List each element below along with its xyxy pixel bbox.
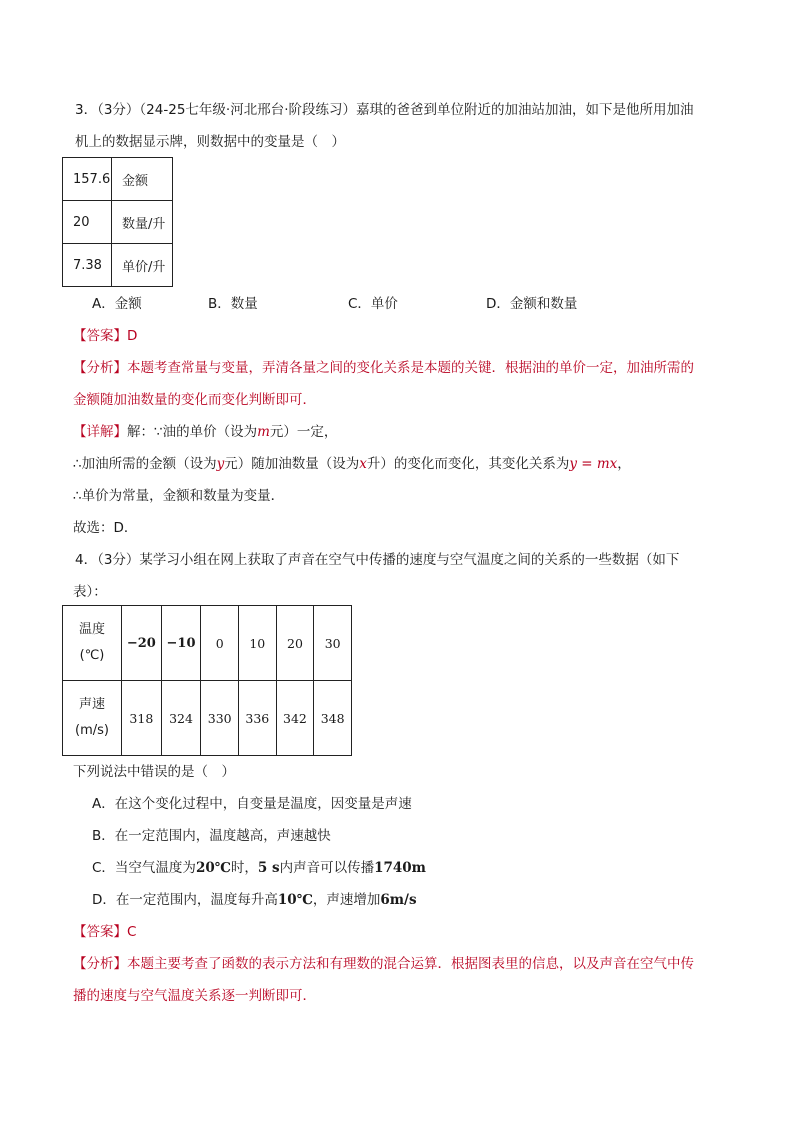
q4-option-c-temp: 20℃ — [195, 860, 231, 876]
q4-analysis-text1: 本题主要考查了函数的表示方法和有理数的混合运算．根据图表里的信息，以及声音在空气中传 — [127, 956, 694, 972]
q3-option-b: B．数量 — [208, 296, 258, 312]
q3-detail-text1b: 元）一定， — [269, 424, 338, 440]
answer-tag: 【答案】 — [73, 924, 127, 940]
q4-temp-cell: 30 — [314, 606, 352, 681]
q3-detail-var-m: m — [257, 424, 270, 440]
q4-option-c-distance: 1740m — [374, 860, 426, 876]
q3-price-value: 7.38 — [63, 244, 112, 287]
q4-speed-cell: 330 — [201, 681, 239, 756]
q3-quantity-value: 20 — [63, 201, 112, 244]
q3-detail-line1 — [73, 422, 337, 442]
q3-price-label: 单价/升 — [112, 244, 173, 287]
q4-speed-label: 声速 — [79, 697, 106, 712]
q4-answer — [73, 922, 136, 942]
q3-option-d: D．金额和数量 — [486, 296, 578, 312]
q4-analysis-line1 — [73, 954, 694, 974]
q4-stem-line1: 4．（3分）某学习小组在网上获取了声音在空气中传播的速度与空气温度之间的关系的一些数据（如下 — [75, 552, 680, 568]
q4-option-b: B．在一定范围内，温度越高，声速越快 — [92, 828, 331, 844]
q3-analysis-line2: 金额随加油数量的变化而变化判断即可． — [73, 392, 316, 408]
q4-option-c-time: 5 s — [257, 860, 280, 876]
q4-answer-value: C — [127, 924, 137, 940]
q4-speed-header — [63, 681, 122, 756]
q3-choose: 故选：D． — [73, 520, 138, 536]
q4-option-d-speed: 6m/s — [380, 892, 417, 908]
q4-temperature-label: 温度 — [79, 622, 106, 637]
q4-speed-row — [63, 681, 352, 756]
q4-question: 下列说法中错误的是（ ） — [73, 764, 235, 780]
q4-temperature-header — [63, 606, 122, 681]
q4-speed-unit: (m/s) — [75, 723, 109, 738]
q3-detail-var-x: x — [359, 456, 367, 472]
analysis-tag: 【分析】 — [73, 956, 127, 972]
q4-speed-cell: 342 — [276, 681, 314, 756]
detail-tag: 【详解】 — [73, 424, 127, 440]
q4-option-c-text2: 时， — [230, 860, 258, 876]
q3-amount-label: 金额 — [112, 158, 173, 201]
q3-detail-text2d: ， — [617, 456, 631, 472]
q4-temp-cell: 10 — [239, 606, 277, 681]
q4-speed-cell: 324 — [161, 681, 201, 756]
q3-amount-value: 157.6 — [63, 158, 112, 201]
q3-table-row-quantity — [63, 201, 173, 244]
q3-quantity-label: 数量/升 — [112, 201, 173, 244]
q3-stem-line1: 3．（3分）（24-25七年级·河北邢台·阶段练习）嘉琪的爸爸到单位附近的加油站加油，如下是他所用加油 — [75, 102, 694, 118]
q3-detail-line2 — [73, 454, 631, 474]
q3-detail-text2c: 升）的变化而变化，其变化关系为 — [366, 456, 570, 472]
q3-detail-equation: y = mx — [569, 456, 618, 472]
q3-detail-text1a: 解：∵油的单价（设为 — [127, 424, 258, 440]
q4-temp-cell: −20 — [122, 606, 162, 681]
q3-table-row-amount — [63, 158, 173, 201]
q4-temperature-row — [63, 606, 352, 681]
q3-option-a: A．金额 — [92, 296, 142, 312]
q4-option-d-temp: 10℃ — [277, 892, 313, 908]
q3-data-table — [62, 157, 173, 287]
q4-temp-cell: 0 — [201, 606, 239, 681]
q3-answer-value: D — [127, 328, 138, 344]
q4-option-c-text3: 内声音可以传播 — [279, 860, 375, 876]
q4-temp-cell: 20 — [276, 606, 314, 681]
q4-analysis-line2: 播的速度与空气温度关系逐一判断即可． — [73, 988, 316, 1004]
q4-speed-cell: 348 — [314, 681, 352, 756]
analysis-tag: 【分析】 — [73, 360, 127, 376]
q4-temp-cell: −10 — [161, 606, 201, 681]
q4-stem-line2: 表）： — [73, 584, 107, 600]
answer-tag: 【答案】 — [73, 328, 127, 344]
q4-speed-cell: 336 — [239, 681, 277, 756]
q3-detail-text2b: 元）随加油数量（设为 — [224, 456, 360, 472]
q4-option-c — [92, 858, 426, 878]
q4-temperature-unit: (℃) — [79, 648, 105, 663]
q4-option-d-text1: D．在一定范围内，温度每升高 — [92, 892, 278, 908]
q4-speed-cell: 318 — [122, 681, 162, 756]
q4-option-a: A．在这个变化过程中，自变量是温度，因变量是声速 — [92, 796, 412, 812]
q4-option-c-text1: C．当空气温度为 — [92, 860, 196, 876]
q3-detail-var-y: y — [216, 456, 225, 472]
q4-sound-table — [62, 605, 352, 756]
q3-analysis-text1: 本题考查常量与变量，弄清各量之间的变化关系是本题的关键．根据油的单价一定，加油所需的 — [127, 360, 694, 376]
q3-answer — [73, 326, 137, 346]
q4-option-d-text2: ，声速增加 — [312, 892, 381, 908]
q3-analysis-line1 — [73, 358, 694, 378]
q3-option-c: C．单价 — [348, 296, 398, 312]
q3-table-row-price — [63, 244, 173, 287]
q3-stem-line2: 机上的数据显示牌，则数据中的变量是（ ） — [75, 134, 345, 150]
q3-detail-text2a: ∴加油所需的金额（设为 — [73, 456, 217, 472]
q4-option-d — [92, 890, 417, 910]
q3-detail-line3: ∴单价为常量，金额和数量为变量． — [73, 488, 285, 504]
